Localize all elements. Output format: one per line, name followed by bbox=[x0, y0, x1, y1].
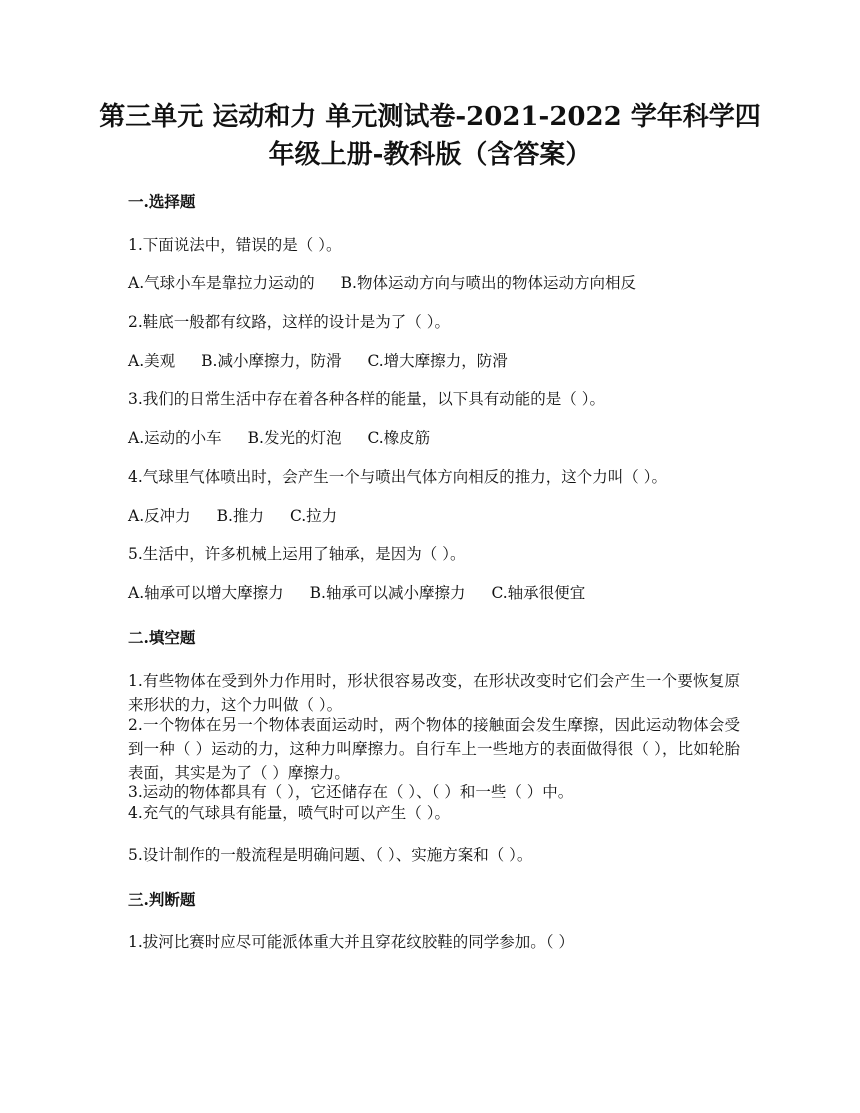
question-fill-2: 2.一个物体在另一个物体表面运动时，两个物体的接触面会发生摩擦，因此运动物体会受到一种（ ）运动的力，这种力叫摩擦力。自行车上一些地方的表面做得很（ ），比如轮胎表面，其实是为了（ ）摩擦力。 bbox=[128, 716, 740, 782]
question-choice-5: 5.生活中，许多机械上运用了轴承，是因为（ ）。 bbox=[128, 545, 466, 563]
option-b: B.减小摩擦力，防滑 bbox=[201, 352, 342, 370]
question-choice-2: 2.鞋底一般都有纹路，这样的设计是为了（ ）。 bbox=[128, 313, 450, 331]
options-choice-2 bbox=[128, 349, 508, 373]
question-fill-3: 3.运动的物体都具有（ ），它还储存在（ ）、（ ）和一些（ ）中。 bbox=[128, 783, 574, 801]
section-heading-fill: 二.填空题 bbox=[128, 628, 196, 647]
document-title bbox=[90, 98, 770, 174]
title-line-2: 年级上册-教科版（含答案） bbox=[268, 140, 592, 170]
title-line-1: 第三单元 运动和力 单元测试卷-2021-2022 学年科学四 bbox=[99, 102, 761, 132]
options-choice-5 bbox=[128, 581, 585, 605]
option-a: A.轴承可以增大摩擦力 bbox=[128, 584, 284, 602]
question-fill-5: 5.设计制作的一般流程是明确问题、（ ）、实施方案和（ ）。 bbox=[128, 846, 533, 864]
options-choice-3 bbox=[128, 426, 430, 450]
option-a: A.气球小车是靠拉力运动的 bbox=[128, 274, 315, 292]
options-choice-4 bbox=[128, 504, 337, 528]
question-fill-4: 4.充气的气球具有能量，喷气时可以产生（ ）。 bbox=[128, 804, 450, 822]
question-choice-4: 4.气球里气体喷出时，会产生一个与喷出气体方向相反的推力，这个力叫（ ）。 bbox=[128, 468, 667, 486]
options-choice-1 bbox=[128, 271, 636, 295]
option-b: B.推力 bbox=[216, 507, 264, 525]
question-choice-1: 1.下面说法中，错误的是（ ）。 bbox=[128, 236, 342, 254]
option-b: B.发光的灯泡 bbox=[247, 429, 342, 447]
option-c: C.橡皮筋 bbox=[367, 429, 431, 447]
option-a: A.运动的小车 bbox=[128, 429, 222, 447]
option-a: A.美观 bbox=[128, 352, 176, 370]
option-b: B.轴承可以减小摩擦力 bbox=[309, 584, 466, 602]
option-c: C.增大摩擦力，防滑 bbox=[367, 352, 508, 370]
question-fill-1: 1.有些物体在受到外力作用时，形状很容易改变，在形状改变时它们会产生一个要恢复原来形状的力，这个力叫做（ ）。 bbox=[128, 672, 740, 714]
option-c: C.拉力 bbox=[289, 507, 338, 525]
section-heading-choice: 一.选择题 bbox=[128, 192, 196, 211]
option-b: B.物体运动方向与喷出的物体运动方向相反 bbox=[340, 274, 636, 292]
option-a: A.反冲力 bbox=[128, 507, 191, 525]
question-choice-3: 3.我们的日常生活中存在着各种各样的能量，以下具有动能的是（ ）。 bbox=[128, 390, 605, 408]
question-judge-1: 1.拔河比赛时应尽可能派体重大并且穿花纹胶鞋的同学参加。（ ） bbox=[128, 933, 574, 951]
section-heading-judge: 三.判断题 bbox=[128, 890, 196, 909]
option-c: C.轴承很便宜 bbox=[491, 584, 586, 602]
